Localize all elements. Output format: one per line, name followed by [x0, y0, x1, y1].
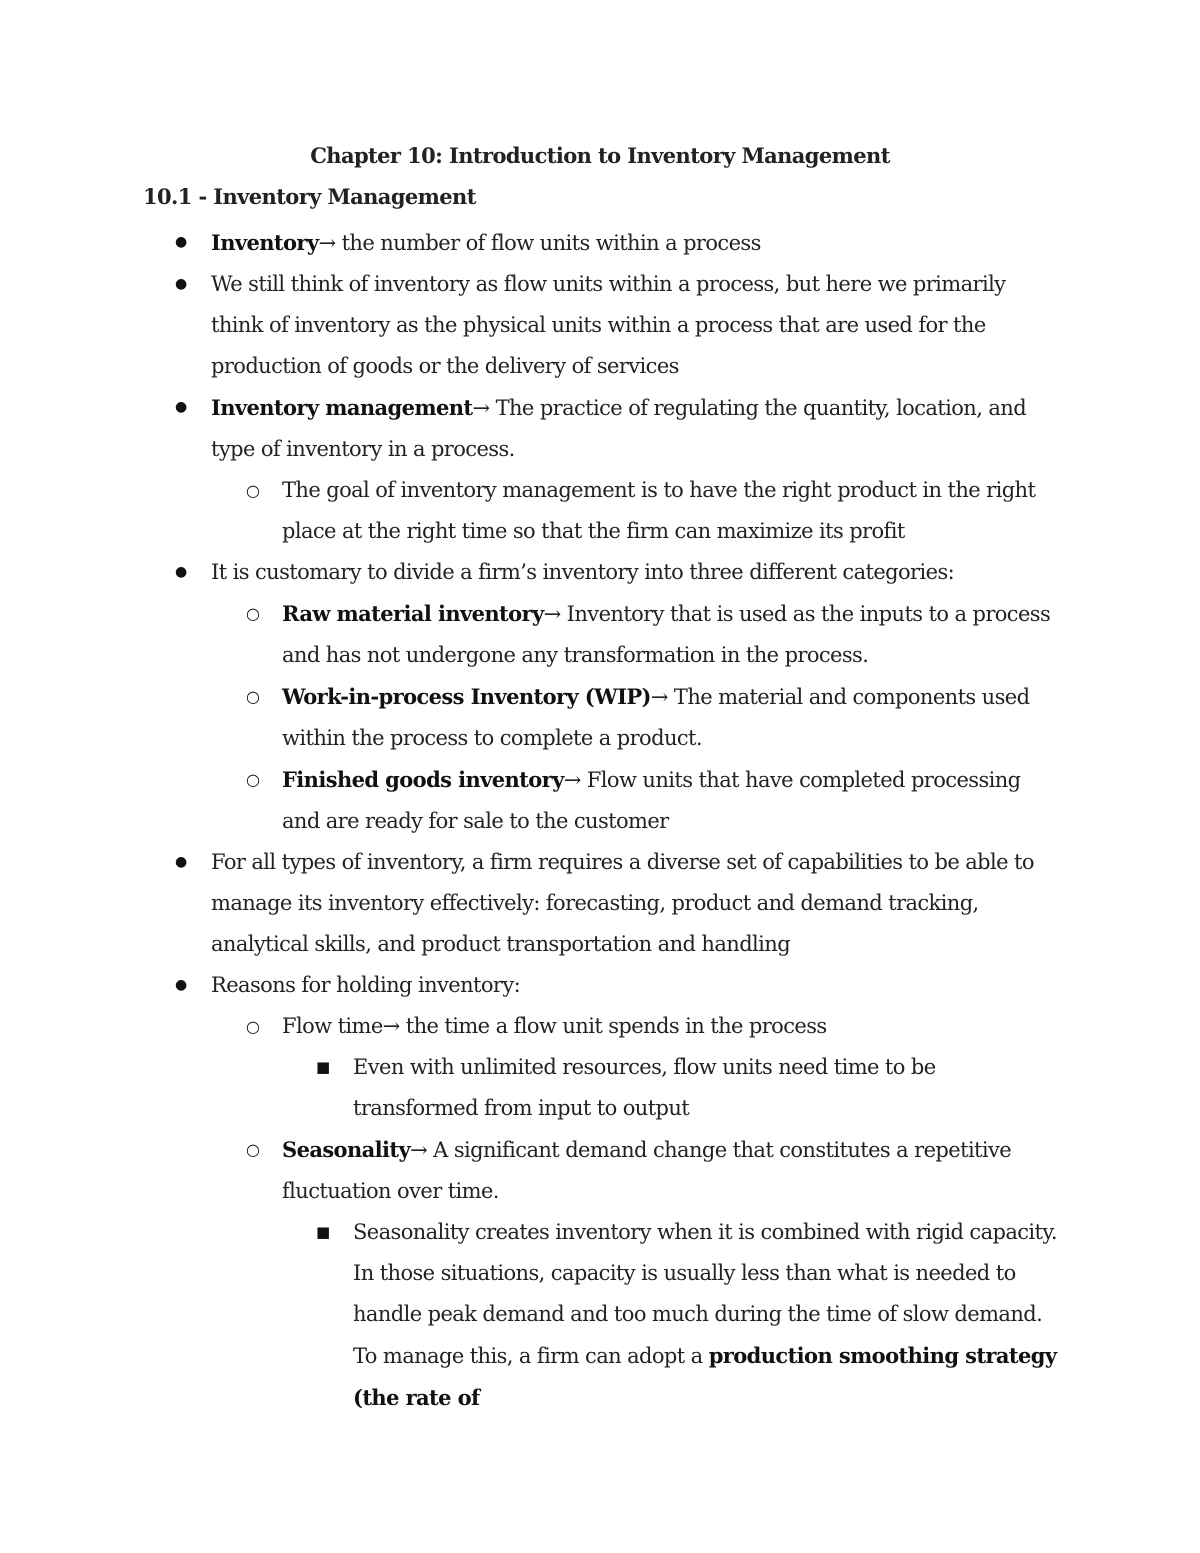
bullet-marker: ●: [175, 276, 187, 292]
definition-finished-goods: → Flow units that have completed processing and are ready for sale to the customer: [282, 768, 1021, 833]
flow-time-detail: Even with unlimited resources, flow units need time to be transformed from input to output: [353, 1055, 936, 1120]
definition-inventory-management: → The practice of regulating the quantity, location, and type of inventory in a process.: [211, 396, 1027, 461]
list-item: [0, 552, 1061, 842]
circle-marker: ○: [246, 770, 260, 789]
document-body: [0, 222, 1200, 1419]
term-seasonality: Seasonality: [282, 1137, 411, 1162]
sub-list: [211, 593, 1061, 842]
bullet-marker: ●: [175, 234, 187, 250]
sub-list-item: [0, 676, 1062, 759]
sub-sub-list-item: [0, 1212, 1063, 1419]
bullet-marker: ●: [175, 399, 187, 415]
square-marker: ■: [316, 1223, 330, 1241]
reasons-intro: Reasons for holding inventory:: [211, 973, 521, 997]
capabilities-note: For all types of inventory, a firm requires a diverse set of capabilities to be able to manage its inventory effectively: forecasting, product and demand tracking, analytical skills, and product transportation and handling: [211, 850, 1034, 956]
bullet-marker: ●: [175, 564, 187, 580]
term-wip: Work-in-process Inventory (WIP): [282, 684, 651, 709]
sub-list-item: [0, 759, 1062, 842]
flow-time-text: Flow time→ the time a flow unit spends in the process: [282, 1014, 827, 1038]
bullet-marker: ●: [175, 854, 187, 870]
term-finished-goods: Finished goods inventory: [282, 767, 564, 792]
term-inventory-management: Inventory management: [211, 395, 473, 420]
categories-intro: It is customary to divide a firm’s inventory into three different categories:: [211, 560, 955, 584]
bullet-list: [0, 222, 1200, 1419]
circle-marker: ○: [246, 604, 260, 623]
sub-list: [211, 470, 1061, 552]
flow-units-note: We still think of inventory as flow units within a process, but here we primarily think of inventory as the physical units within a process that are used for the production of goods or the delivery of services: [211, 272, 1006, 378]
sub-list-item: [0, 1129, 1062, 1419]
circle-marker: ○: [246, 1017, 260, 1036]
sub-sub-list: [282, 1212, 1062, 1419]
circle-marker: ○: [246, 687, 260, 706]
list-item: [0, 842, 1061, 965]
sub-list-item: [0, 593, 1062, 676]
square-marker: ■: [316, 1058, 330, 1076]
sub-sub-list-item: [0, 1047, 1063, 1129]
sub-list-item: [0, 470, 1062, 552]
list-item: [0, 387, 1061, 552]
list-item: [0, 222, 1061, 264]
sub-sub-list: [282, 1047, 1062, 1129]
term-raw-material: Raw material inventory: [282, 601, 544, 626]
goal-note: The goal of inventory management is to have the right product in the right place at the right time so that the firm can maximize its profit: [282, 478, 1036, 543]
definition-inventory: → the number of flow units within a process: [318, 231, 761, 255]
page-title: Chapter 10: Introduction to Inventory Management: [310, 143, 890, 168]
term-inventory: Inventory: [211, 230, 319, 255]
definition-seasonality: → A significant demand change that constitutes a repetitive fluctuation over time.: [282, 1138, 1012, 1203]
sub-list-item: [0, 1006, 1062, 1129]
list-item: [0, 965, 1061, 1419]
term-production-smoothing: production smoothing strategy (the rate of: [353, 1343, 1057, 1410]
sub-list: [211, 1006, 1061, 1419]
definition-raw-material: → Inventory that is used as the inputs to a process and has not undergone any transformation in the process.: [282, 602, 1051, 667]
section-heading: 10.1 - Inventory Management: [143, 184, 476, 209]
definition-wip: → The material and components used within the process to complete a product.: [282, 685, 1030, 750]
seasonality-detail: Seasonality creates inventory when it is combined with rigid capacity. In those situations, capacity is usually less than what is needed to handle peak demand and too much during the time of slow demand. To manage this, a firm can adopt a: [353, 1220, 1057, 1368]
list-item: [0, 264, 1061, 387]
bullet-marker: ●: [175, 977, 187, 993]
circle-marker: ○: [246, 481, 260, 500]
circle-marker: ○: [246, 1140, 260, 1159]
